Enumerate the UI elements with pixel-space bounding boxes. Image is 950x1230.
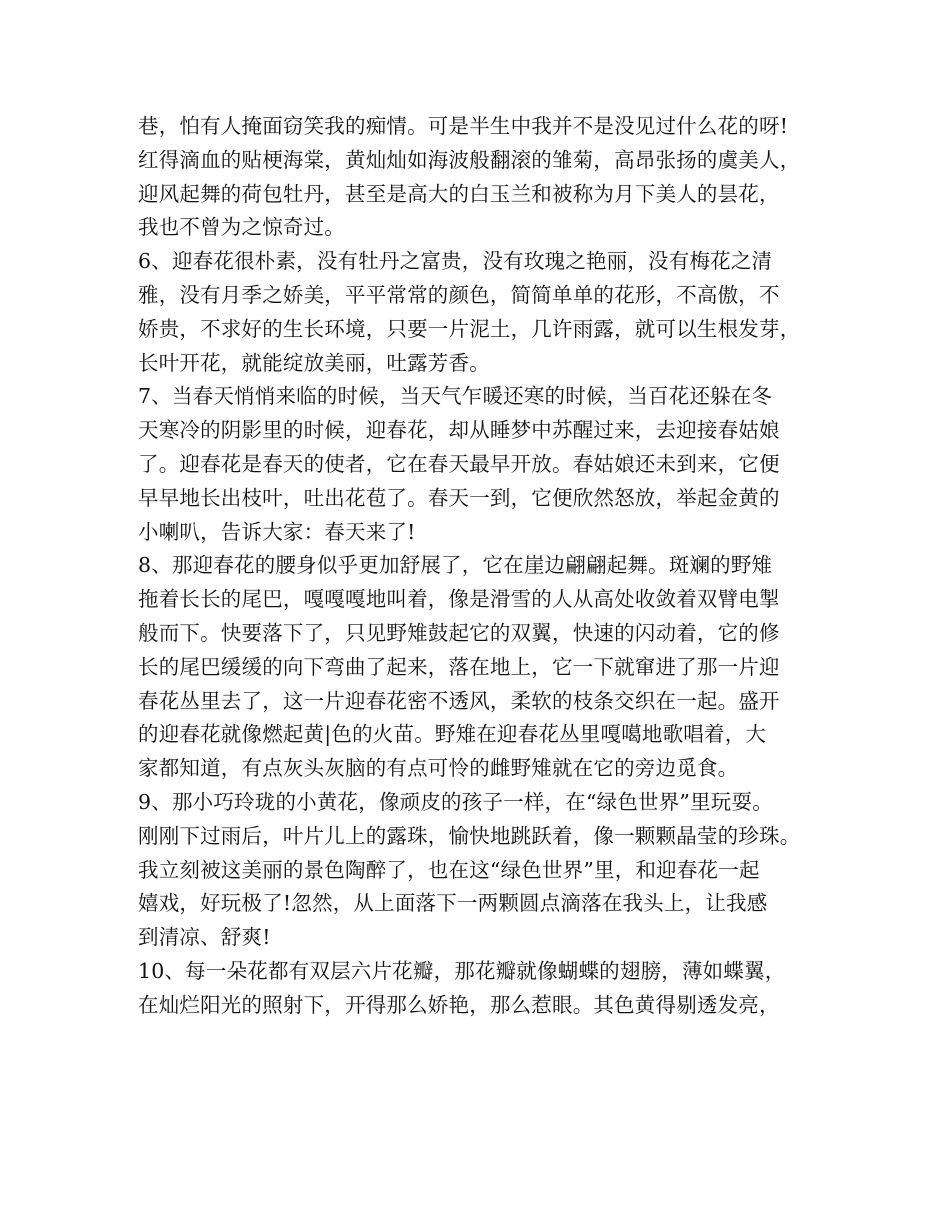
text-line: 小喇叭，告诉大家：春天来了! [138,519,416,544]
text-line: 春花丛里去了，这一片迎春花密不透风，柔软的枝条交织在一起。盛开 [138,688,780,713]
text-line: 6、迎春花很朴素，没有牡丹之富贵，没有玫瑰之艳丽，没有梅花之清 [138,249,773,274]
text-line: 巷，怕有人掩面窃笑我的痴情。可是半生中我并不是没见过什么花的呀! [138,114,789,138]
text-line: 长叶开花，就能绽放美丽，吐露芳香。 [138,350,490,375]
text-line: 8、那迎春花的腰身似乎更加舒展了，它在崖边翩翩起舞。斑斓的野雉 [138,553,773,578]
text-line: 家都知道，有点灰头灰脑的有点可怜的雌野雉就在它的旁边觅食。 [138,756,739,781]
text-line: 我立刻被这美丽的景色陶醉了，也在这“绿色世界”里，和迎春花一起 [138,857,760,882]
text-line: 红得滴血的贴梗海棠，黄灿灿如海波般翻滚的雏菊，高昂张扬的虞美人， [138,147,801,172]
text-line: 10、每一朵花都有双层六片花瓣，那花瓣就像蝴蝶的翅膀，薄如蝶翼， [138,958,786,983]
text-line: 娇贵，不求好的生长环境，只要一片泥土，几许雨露，就可以生根发芽， [138,316,801,341]
text-line: 雅，没有月季之娇美，平平常常的颜色，简简单单的花形，不高傲，不 [138,282,780,307]
text-line: 的迎春花就像燃起黄|色的火苗。野雉在迎春花丛里嘎噶地歌唱着，大 [138,722,767,747]
text-line: 9、那小巧玲珑的小黄花，像顽皮的孩子一样，在“绿色世界”里玩耍。 [138,789,773,814]
text-line: 般而下。快要落下了，只见野雉鼓起它的双翼，快速的闪动着，它的修 [138,620,780,645]
text-line: 7、当春天悄悄来临的时候，当天气乍暖还寒的时候，当百花还躲在冬 [138,384,773,409]
text-line: 嬉戏，好玩极了!忽然，从上面落下一两颗圆点滴落在我头上，让我感 [138,891,768,916]
text-line: 我也不曾为之惊奇过。 [138,215,345,240]
text-line: 在灿烂阳光的照射下，开得那么娇艳，那么惹眼。其色黄得剔透发亮， [138,992,780,1017]
text-line: 天寒冷的阴影里的时候，迎春花，却从睡梦中苏醒过来，去迎接春姑娘 [138,418,780,443]
text-line: 长的尾巴缓缓的向下弯曲了起来，落在地上，它一下就窜进了那一片迎 [138,654,780,679]
document-body [138,110,838,1023]
text-line: 刚刚下过雨后，叶片儿上的露珠，愉快地跳跃着，像一颗颗晶莹的珍珠。 [138,823,801,848]
text-line: 早早地长出枝叶，吐出花苞了。春天一到，它便欣然怒放，举起金黄的 [138,485,780,510]
text-line: 迎风起舞的荷包牡丹，甚至是高大的白玉兰和被称为月下美人的昙花， [138,181,780,206]
text-line: 了。迎春花是春天的使者，它在春天最早开放。春姑娘还未到来，它便 [138,451,780,476]
text-line: 到清凉、舒爽! [138,925,271,950]
text-line: 拖着长长的尾巴，嘎嘎嘎地叫着，像是滑雪的人从高处收敛着双臂电掣 [138,587,780,612]
